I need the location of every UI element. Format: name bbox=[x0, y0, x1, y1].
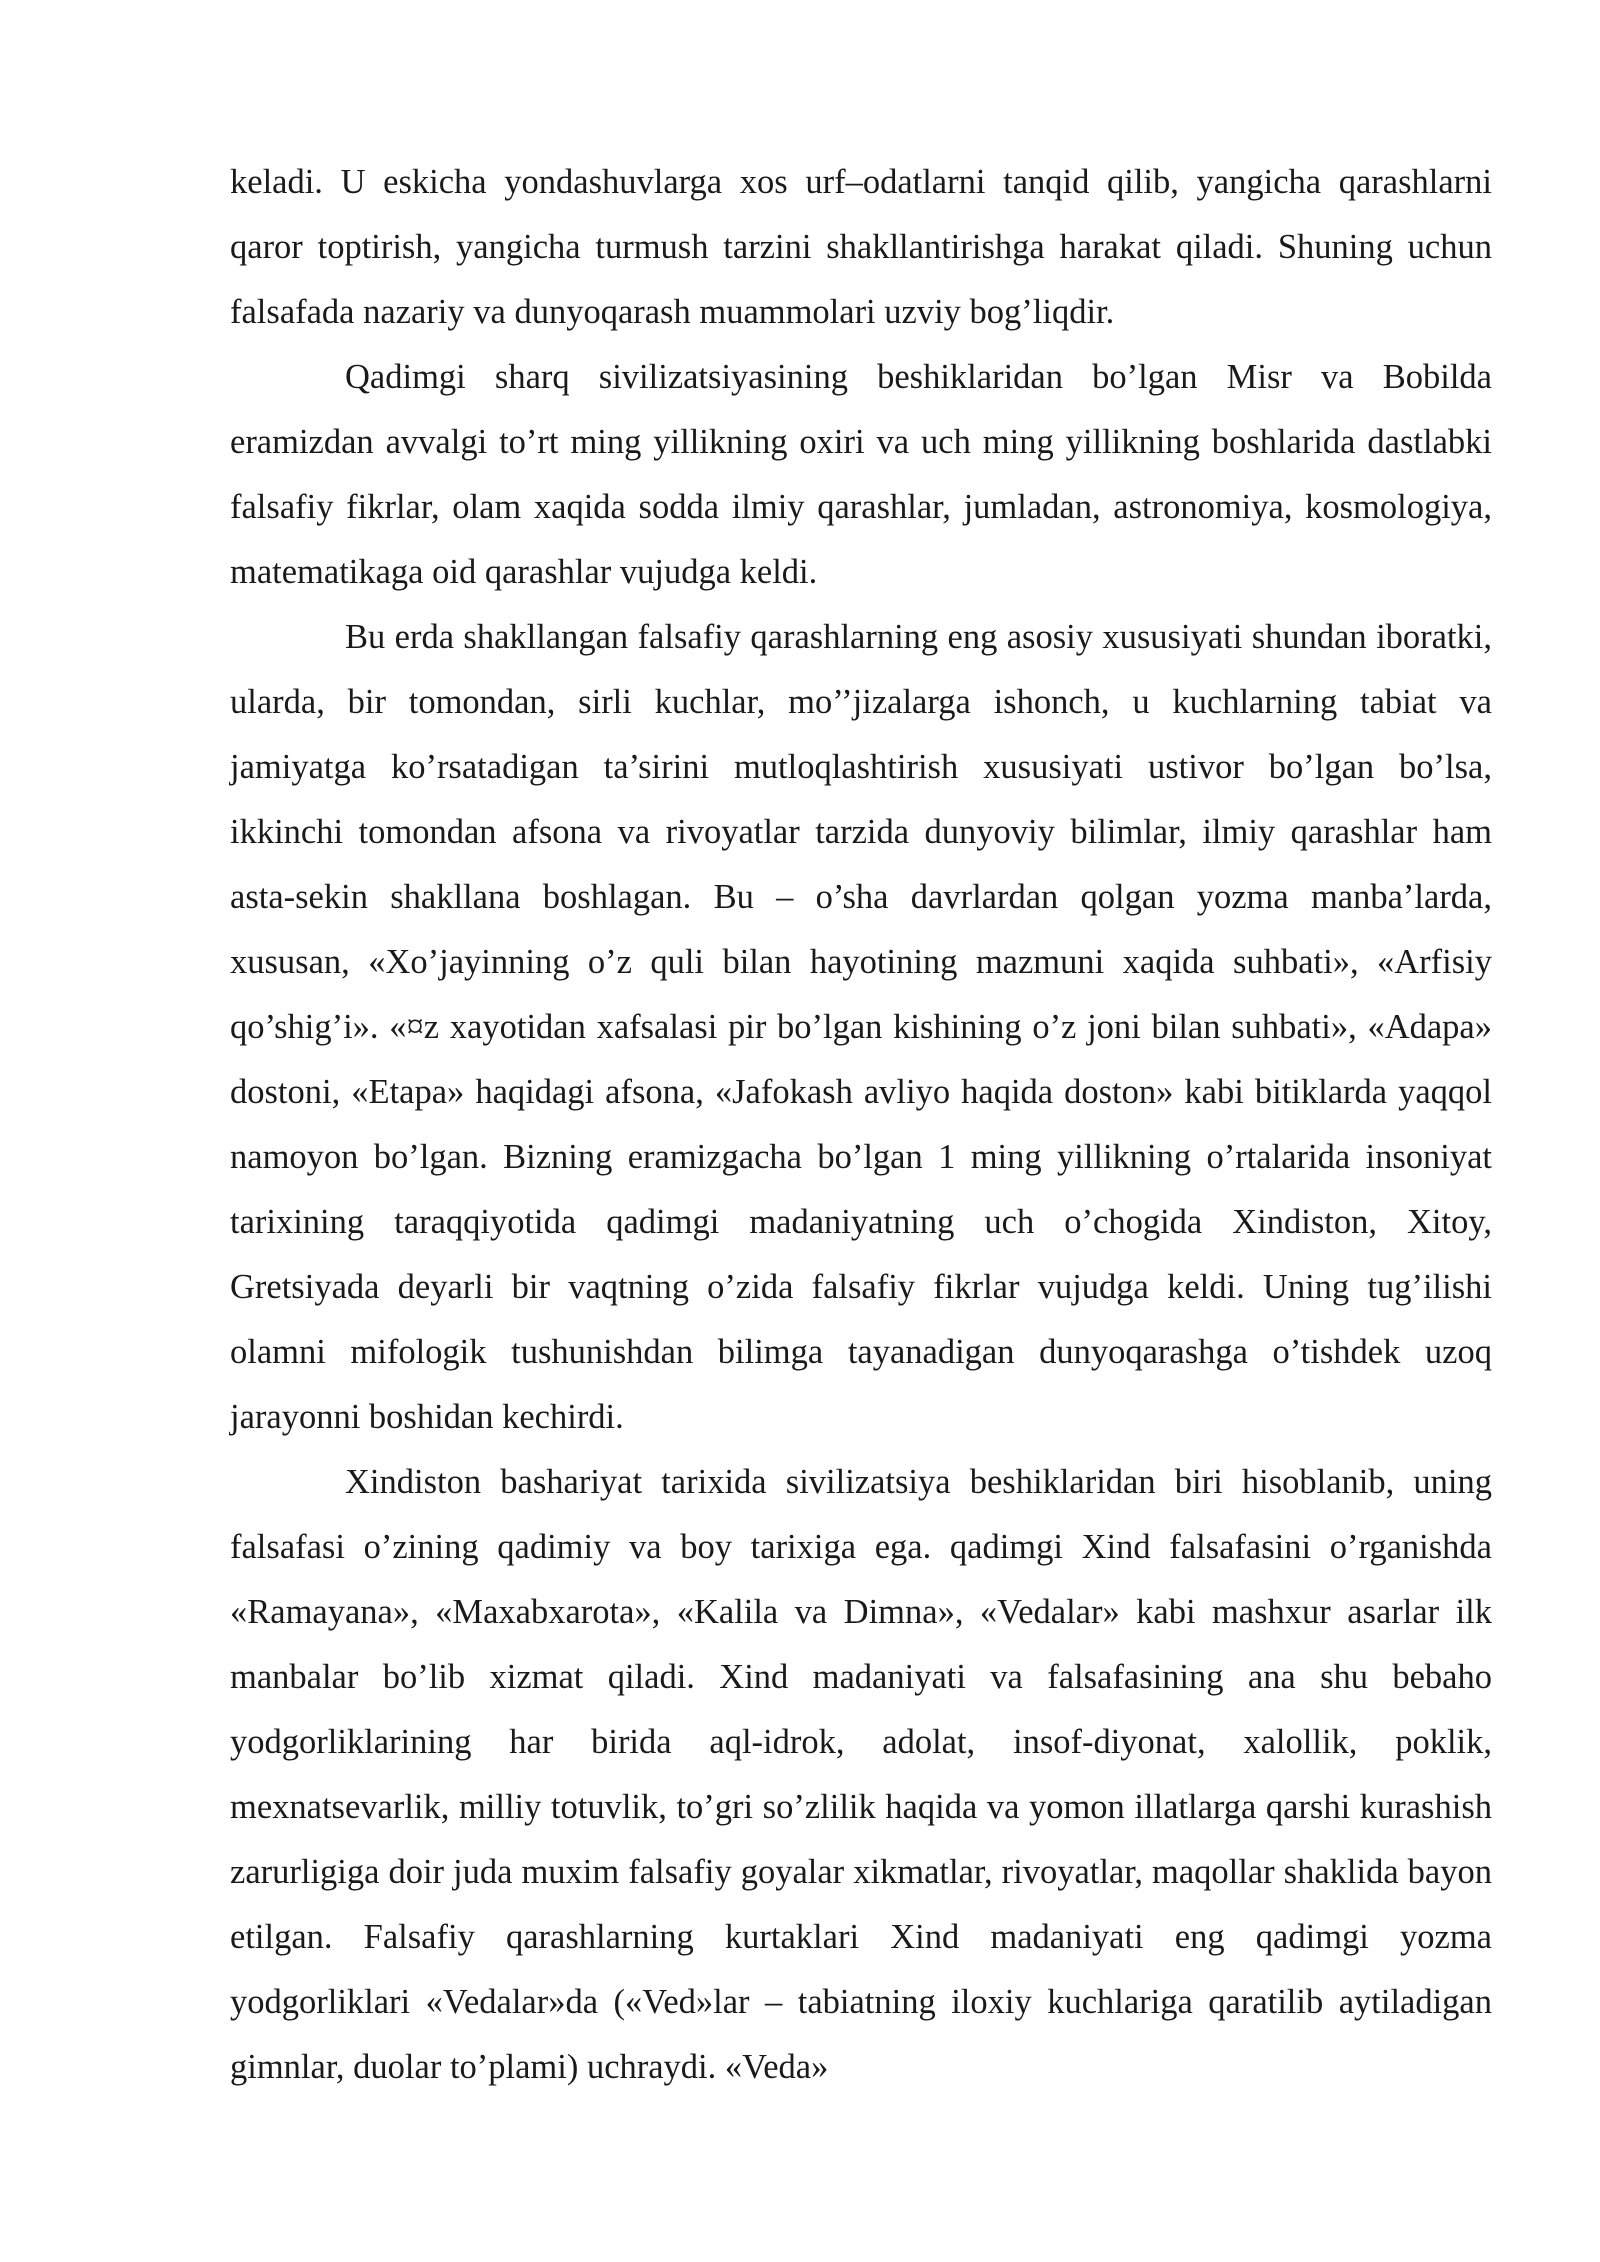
paragraph-continuation: keladi. U eskicha yondashuvlarga xos urf–odatlarni tanqid qilib, yangicha qarashlarni qaror toptirish, yangicha turmush tarzini shakllantirishga harakat qiladi. Shuning uchun falsafada nazariy va dunyoqarash muammolari uzviy bog’liqdir. bbox=[230, 163, 1492, 331]
body-text bbox=[230, 150, 1492, 2100]
paragraph-ancient-east: Qadimgi sharq sivilizatsiyasining beshiklaridan bo’lgan Misr va Bobilda eramizdan avvalgi to’rt ming yillikning oxiri va uch ming yillikning boshlarida dastlabki falsafiy fikrlar, olam xaqida sodda ilmiy qarashlar, jumladan, astronomiya, kosmologiya, matematikaga oid qarashlar vujudga keldi. bbox=[230, 358, 1492, 591]
paragraph-philosophical-features: Bu erda shakllangan falsafiy qarashlarning eng asosiy xususiyati shundan iboratki, ularda, bir tomondan, sirli kuchlar, mo’’jizalarga ishonch, u kuchlarning tabiat va jamiyatga ko’rsatadigan ta’sirini mutloqlashtirish xususiyati ustivor bo’lgan bo’lsa, ikkinchi tomondan afsona va rivoyatlar tarzida dunyoviy bilimlar, ilmiy qarashlar ham asta-sekin shakllana boshlagan. Bu – o’sha davrlardan qolgan yozma manba’larda, xususan, «Xo’jayinning o’z quli bilan hayotining mazmuni xaqida suhbati», «Arfisiy qo’shig’i». «¤z xayotidan xafsalasi pir bo’lgan kishining o’z joni bilan suhbati», «Adapa» dostoni, «Etapa» haqidagi afsona, «Jafokash avliyo haqida doston» kabi bitiklarda yaqqol namoyon bo’lgan. Bizning eramizgacha bo’lgan 1 ming yillikning o’rtalarida insoniyat tarixining taraqqiyotida qadimgi madaniyatning uch o’chogida Xindiston, Xitoy, Gretsiyada deyarli bir vaqtning o’zida falsafiy fikrlar vujudga keldi. Uning tug’ilishi olamni mifologik tushunishdan bilimga tayanadigan dunyoqarashga o’tishdek uzoq jarayonni boshidan kechirdi. bbox=[230, 618, 1492, 1436]
paragraph-india: Xindiston bashariyat tarixida sivilizatsiya beshiklaridan biri hisoblanib, uning falsafasi o’zining qadimiy va boy tarixiga ega. qadimgi Xind falsafasini o’rganishda «Ramayana», «Maxabxarota», «Kalila va Dimna», «Vedalar» kabi mashxur asarlar ilk manbalar bo’lib xizmat qiladi. Xind madaniyati va falsafasining ana shu bebaho yodgorliklarining har birida aql-idrok, adolat, insof-diyonat, xalollik, poklik, mexnatsevarlik, milliy totuvlik, to’gri so’zlilik haqida va yomon illatlarga qarshi kurashish zarurligiga doir juda muxim falsafiy goyalar xikmatlar, rivoyatlar, maqollar shaklida bayon etilgan. Falsafiy qarashlarning kurtaklari Xind madaniyati eng qadimgi yozma yodgorliklari «Vedalar»da («Ved»lar – tabiatning iloxiy kuchlariga qaratilib aytiladigan gimnlar, duolar to’plami) uchraydi. «Veda» bbox=[230, 1463, 1492, 2086]
